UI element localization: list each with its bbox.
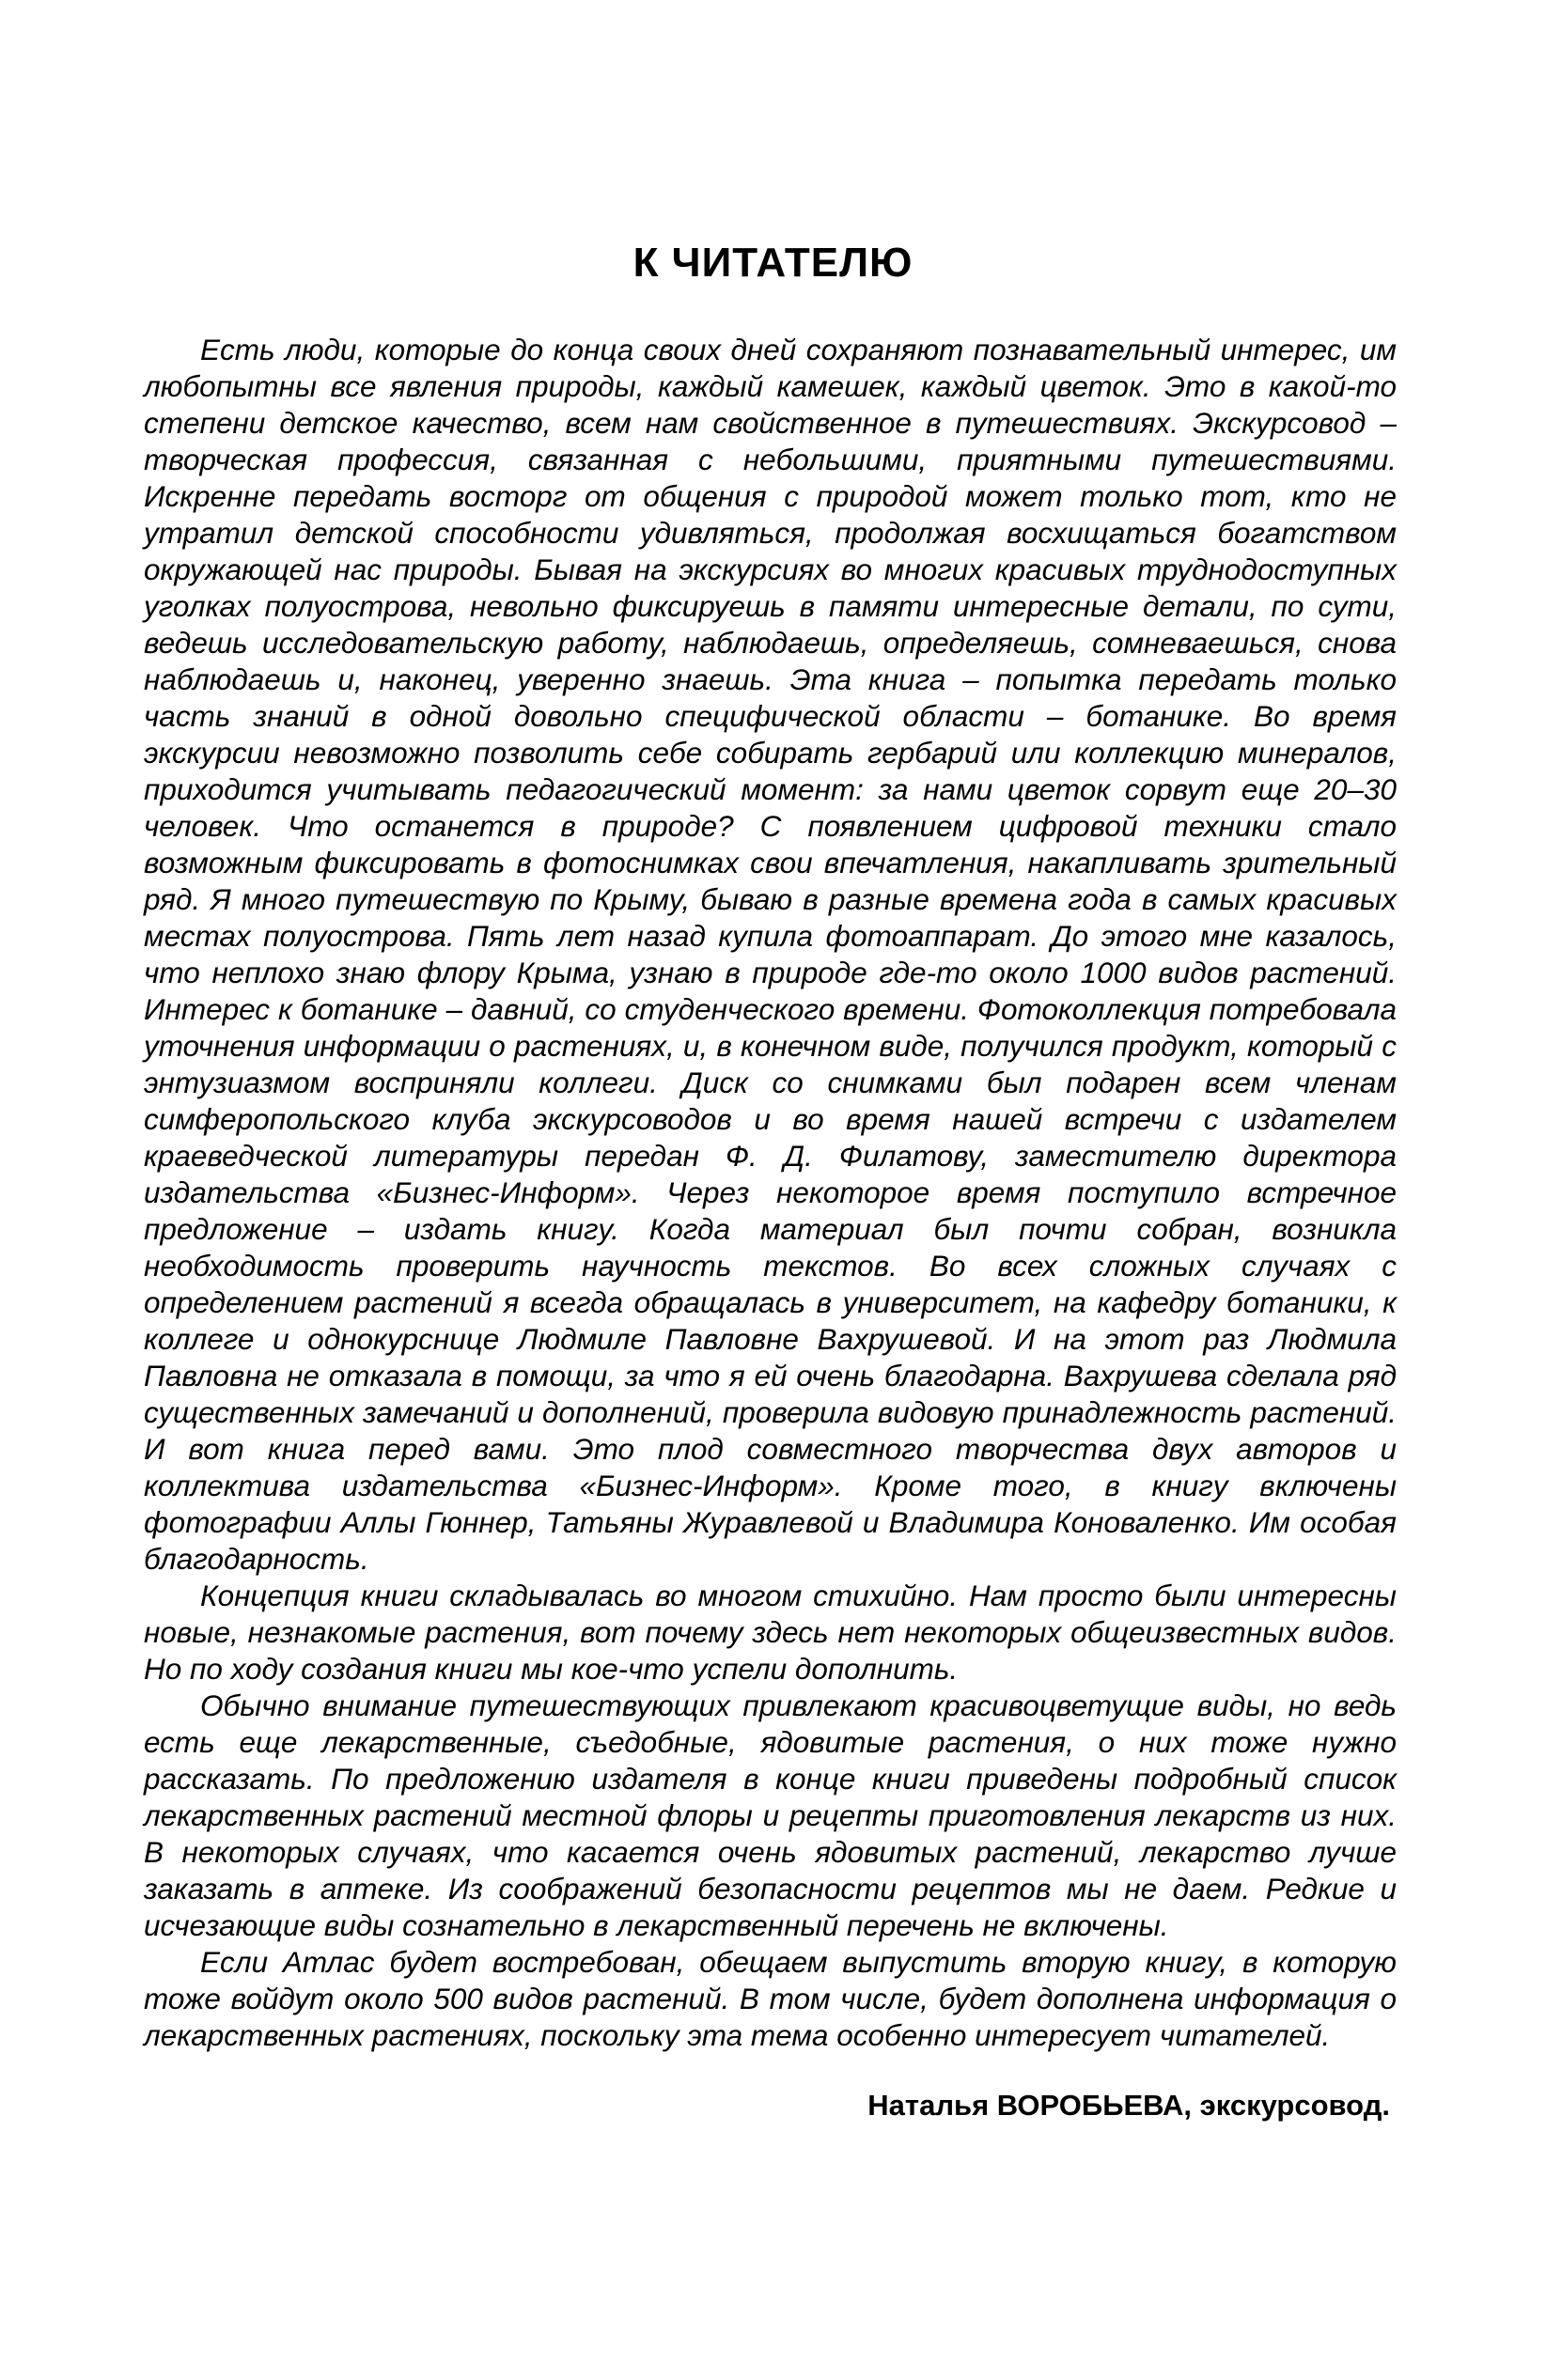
paragraph-3: Обычно внимание путешествующих привлекают красивоцветущие виды, но ведь есть еще лекарственные, съедобные, ядовитые растения, о них тоже нужно рассказать. По предложению издателя в конце книги приведены подробный список лекарственных растений местной флоры и рецепты приготовления лекарств из них. В некоторых случаях, что касается очень ядовитых растений, лекарство лучше заказать в аптеке. Из соображений безопасности рецептов мы не даем. Редкие и исчезающие виды сознательно в лекарственный перечень не включены. [144, 1688, 1397, 1942]
paragraph-2: Концепция книги складывалась во многом стихийно. Нам просто были интересны новые, незнакомые растения, вот почему здесь нет некоторых общеизвестных видов. Но по ходу создания книги мы кое-что успели дополнить. [144, 1579, 1397, 1686]
page-title: К ЧИТАТЕЛЮ [632, 240, 914, 286]
body-text [144, 332, 1397, 2054]
author-signature: Наталья ВОРОБЬЕВА, экскурсовод. [867, 2089, 1390, 2122]
paragraph-1: Есть люди, которые до конца своих дней сохраняют познавательный интерес, им любопытны все явления природы, каждый камешек, каждый цветок. Это в какой-то степени детское качество, всем нам свойственное в путешествиях. Экскурсовод – творческая профессия, связанная с небольшими, приятными путешествиями. Искренне передать восторг от общения с природой может только тот, кто не утратил детской способности удивляться, продолжая восхищаться богатством окружающей нас природы. Бывая на экскурсиях во многих красивых труднодоступных уголках полуострова, невольно фиксируешь в памяти интересные детали, по сути, ведешь исследовательскую работу, наблюдаешь, определяешь, сомневаешься, снова наблюдаешь и, наконец, уверенно знаешь. Эта книга – попытка передать только часть знаний в одной довольно специфической области – ботанике. Во время экскурсии невозможно позволить себе собирать гербарий или коллекцию минералов, приходится учитывать педагогический момент: за нами цветок сорвут еще 20–30 человек. Что останется в природе? С появлением цифровой техники стало возможным фиксировать в фотоснимках свои впечатления, накапливать зрительный ряд. Я много путешествую по Крыму, бываю в разные времена года в самых красивых местах полуострова. Пять лет назад купила фотоаппарат. До этого мне казалось, что неплохо знаю флору Крыма, узнаю в природе где-то около 1000 видов растений. Интерес к ботанике – давний, со студенческого времени. Фотоколлекция потребовала уточнения информации о растениях, и, в конечном виде, получился продукт, который с энтузиазмом восприняли коллеги. Диск со снимками был подарен всем членам симферопольского клуба экскурсоводов и во время нашей встречи с издателем краеведческой литературы передан Ф. Д. Филатову, заместителю директора издательства «Бизнес-Информ». Через некоторое время поступило встречное предложение – издать книгу. Когда материал был почти собран, возникла необходимость проверить научность текстов. Во всех сложных случаях с определением растений я всегда обращалась в университет, на кафедру ботаники, к коллеге и однокурснице Людмиле Павловне Вахрушевой. И на этот раз Людмила Павловна не отказала в помощи, за что я ей очень благодарна. Вахрушева сделала ряд существенных замечаний и дополнений, проверила видовую принадлежность растений. И вот книга перед вами. Это плод совместного творчества двух авторов и коллектива издательства «Бизнес-Информ». Кроме того, в книгу включены фотографии Аллы Гюннер, Татьяны Журавлевой и Владимира Коноваленко. Им особая благодарность. [144, 333, 1397, 1576]
paragraph-4: Если Атлас будет востребован, обещаем выпустить вторую книгу, в которую тоже войдут около 500 видов растений. В том числе, будет дополнена информация о лекарственных растениях, поскольку эта тема особенно интересует читателей. [144, 1945, 1397, 2052]
